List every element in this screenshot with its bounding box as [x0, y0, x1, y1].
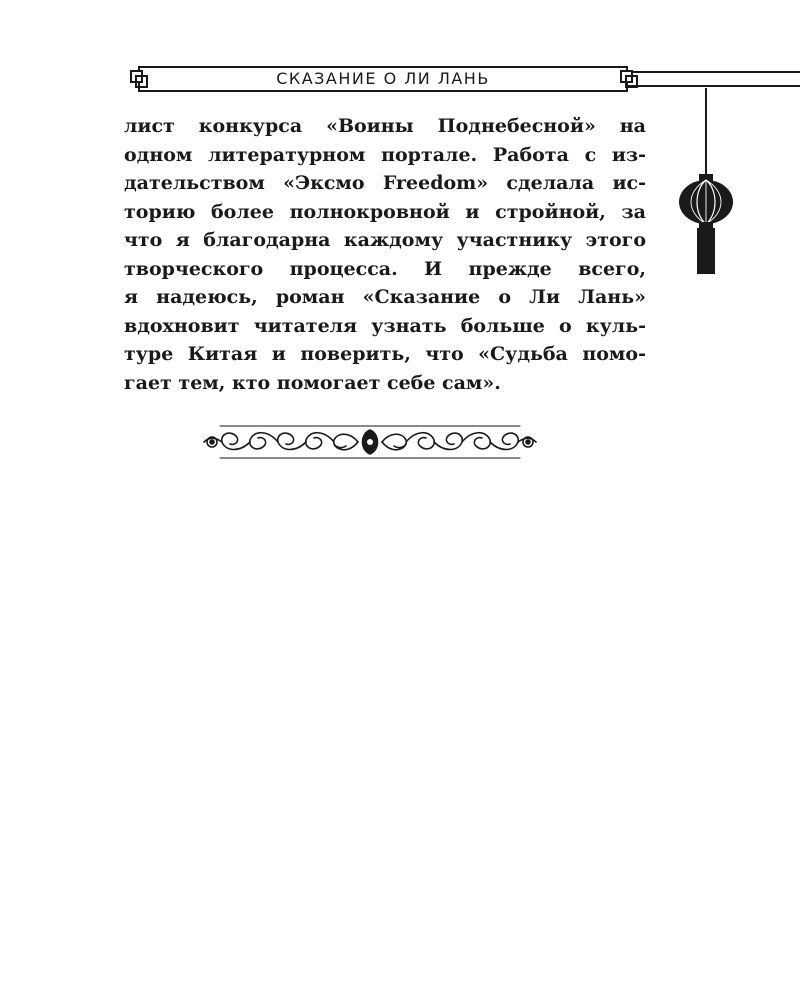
text-line: туре Китая и поверить, что «Судьба помо-: [124, 343, 646, 365]
floral-divider-icon: [200, 422, 540, 462]
lantern-icon: [672, 88, 742, 278]
text-line: лист конкурса «Воины Поднебесной» на: [124, 115, 646, 137]
text-line: дательством «Эксмо Freedom» сделала ис-: [124, 172, 646, 194]
text-line: творческого процесса. И прежде всего,: [124, 257, 646, 280]
text-line: вдохновит читателя узнать больше о куль-: [124, 314, 646, 337]
text-line: я надеюсь, роман «Сказание о Ли Лань»: [124, 286, 646, 308]
body-text: [124, 112, 646, 397]
text-line: что я благодарна каждому участнику этого: [124, 229, 646, 251]
text-line: гает тем, кто помогает себе сам».: [124, 371, 501, 394]
header-extension-line: [628, 71, 800, 87]
text-line: одном литературном портале. Работа с из-: [124, 143, 646, 166]
running-header-title: СКАЗАНИЕ О ЛИ ЛАНЬ: [276, 69, 490, 88]
text-line: торию более полнокровной и стройной, за: [124, 200, 646, 223]
